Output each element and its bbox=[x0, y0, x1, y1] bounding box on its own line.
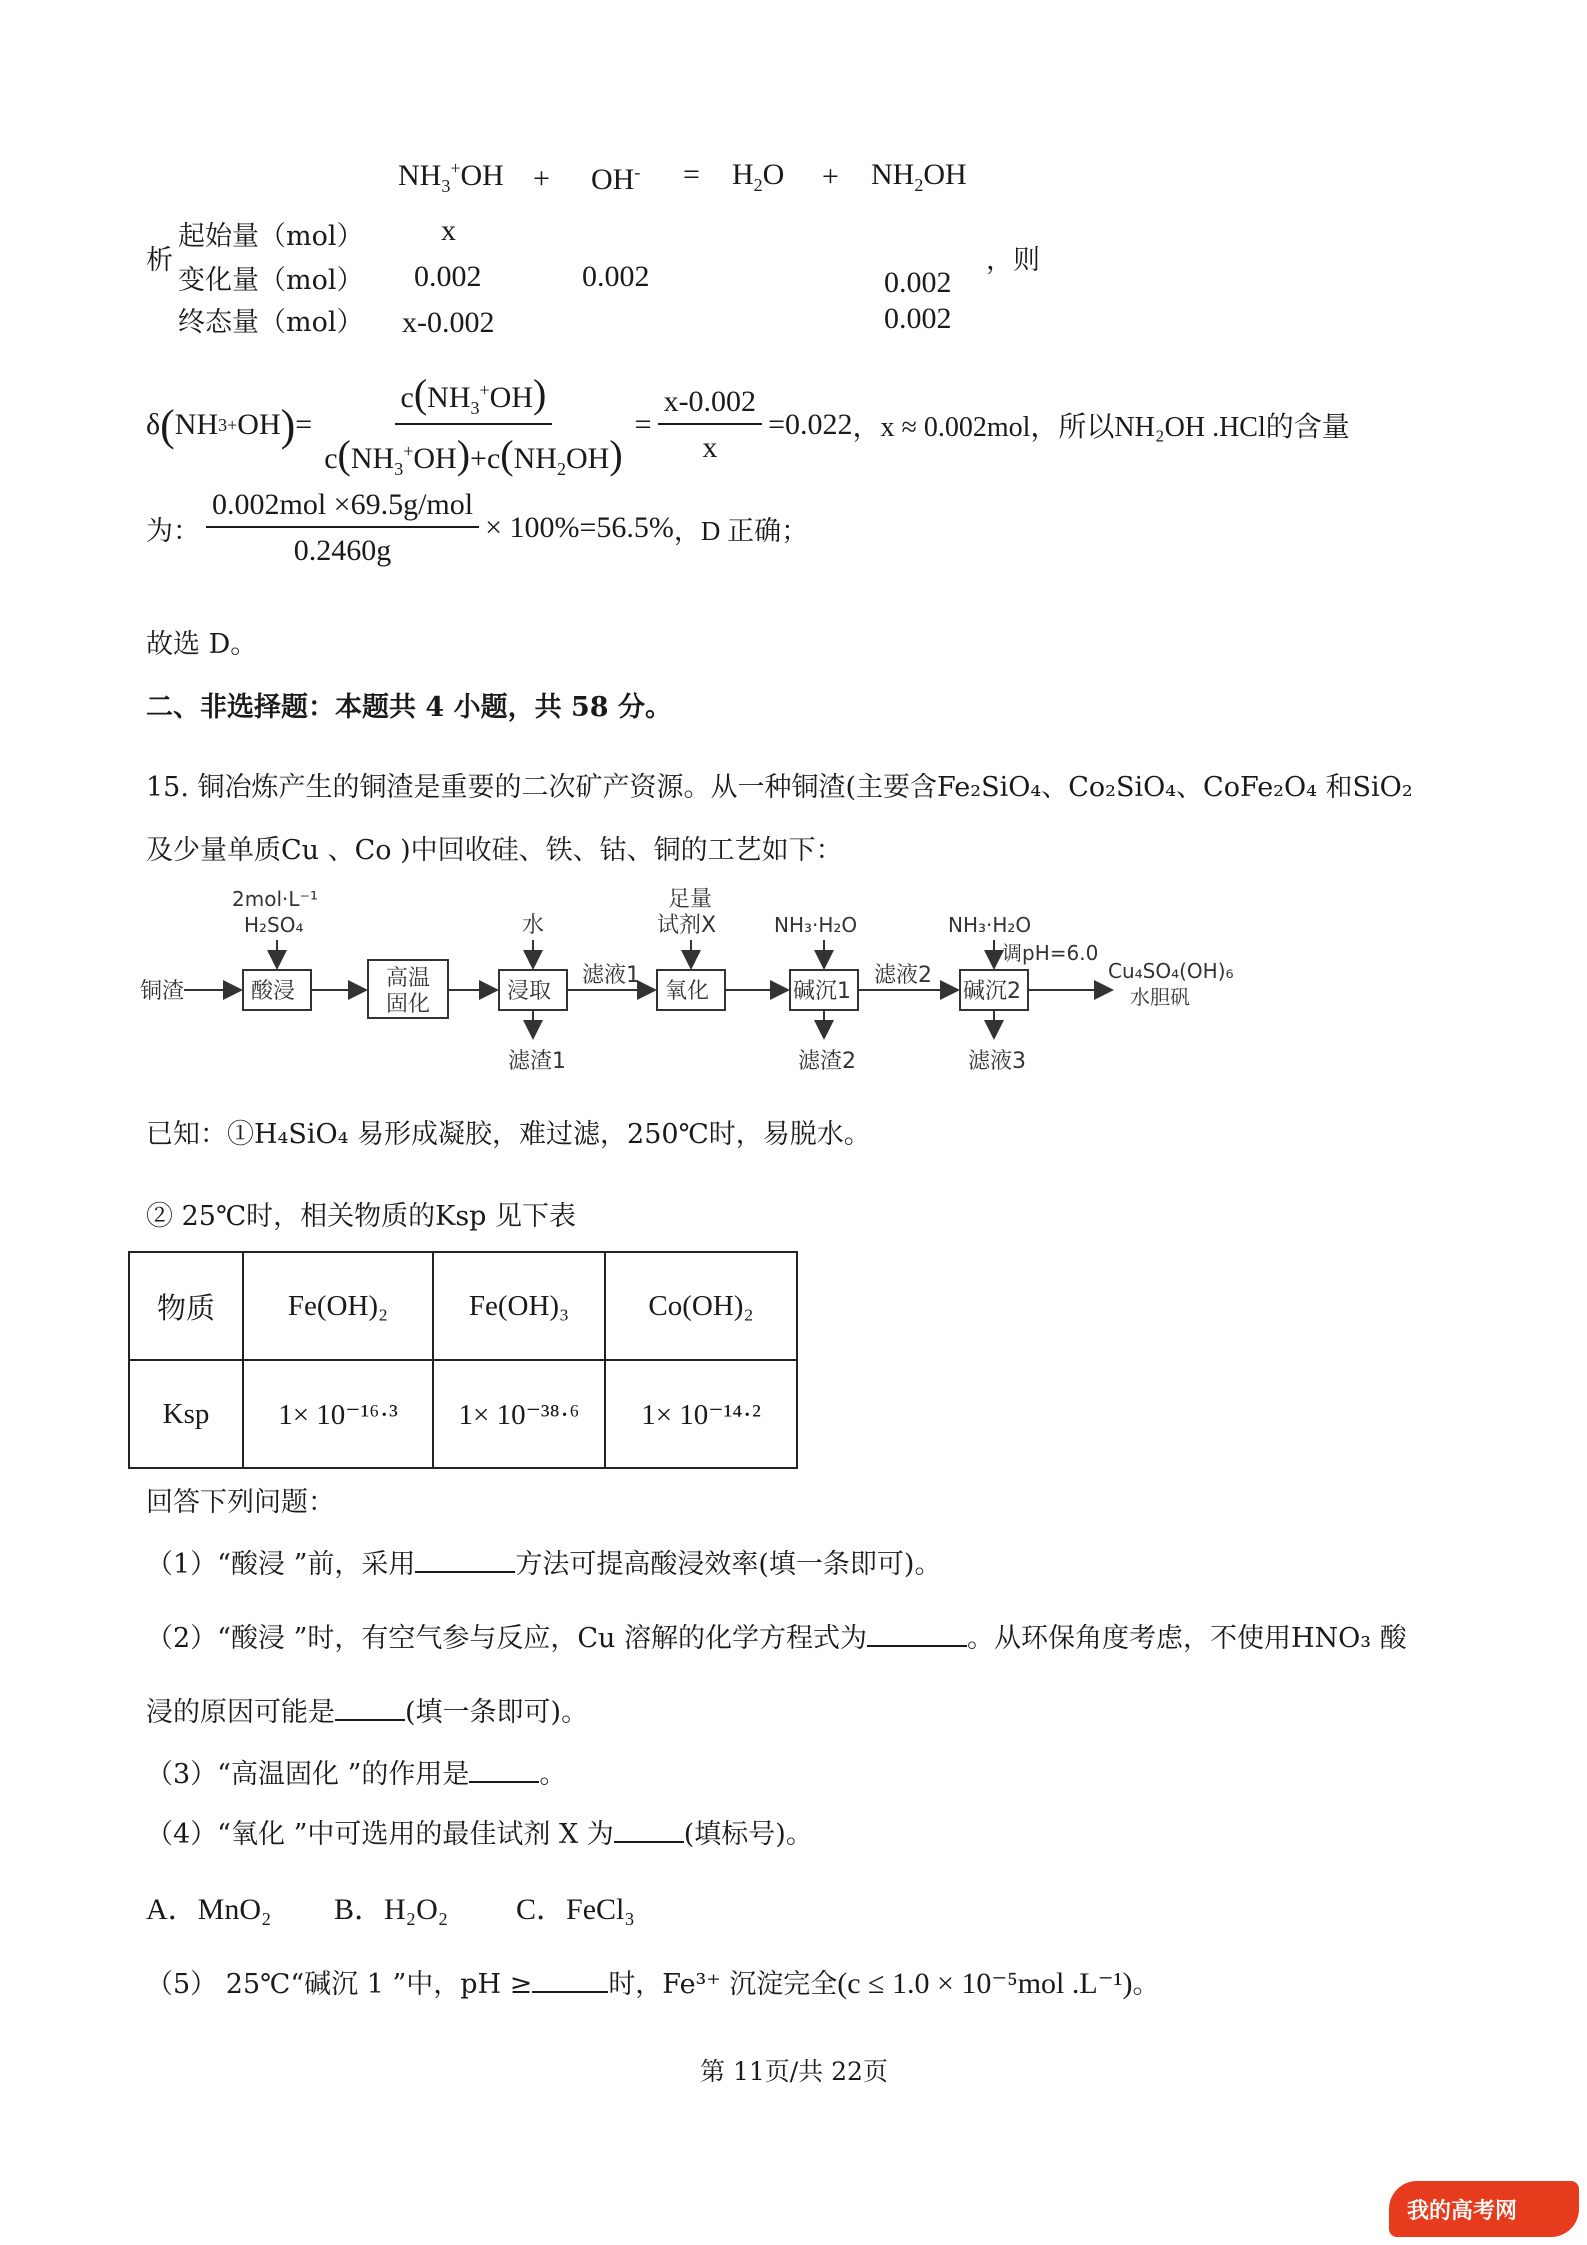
answer-blank[interactable] bbox=[469, 1755, 539, 1783]
process-flow-diagram bbox=[140, 880, 1250, 1085]
q15-line2: 及少量单质Cu 、Co )中回收硅、铁、钴、铜的工艺如下： bbox=[146, 835, 843, 866]
flow-box6: 碱沉2 bbox=[963, 979, 1021, 1004]
table-row-label: Ksp bbox=[129, 1360, 243, 1468]
flow-box4: 氧化 bbox=[665, 979, 710, 1004]
table-row bbox=[129, 1252, 797, 1360]
row-change-label: 变化量（mol） bbox=[178, 265, 364, 296]
content-fraction: $\frac{\text{0.002mol ×69.5g/mol}}{0.2460g}$ bbox=[206, 488, 479, 568]
page-footer: 第 11页/共 22页 bbox=[700, 2057, 888, 2086]
flow-reagent6b: 调pH=6.0 bbox=[1002, 941, 1099, 965]
flow-reagent1b: H₂SO₄ bbox=[244, 913, 304, 937]
flow-mid56: 滤液2 bbox=[874, 963, 932, 988]
option-a: A．MnO₂ bbox=[146, 1893, 272, 1926]
table-header-cell: Co(OH)₂ bbox=[605, 1252, 797, 1360]
question-2-cont: 浸的原因可能是 (填一条即可)。 bbox=[146, 1690, 588, 1729]
flow-reagent5: NH₃·H₂O bbox=[774, 913, 858, 937]
option-b: B．H₂O₂ bbox=[334, 1893, 449, 1926]
product-nh2oh: $NH_2OH$ bbox=[871, 158, 967, 195]
content-equation: 为： $\frac{\text{0.002mol ×69.5g/mol}}{0.2460g}$ × 100%=56.5% ，D 正确； bbox=[146, 488, 809, 567]
row-change-v2: 0.002 bbox=[582, 260, 650, 293]
plus-sign-2: + bbox=[822, 160, 839, 193]
flow-start: 铜渣 bbox=[140, 979, 185, 1004]
flow-reagent4b: 试剂X bbox=[657, 913, 717, 938]
known-2: ② 25℃时，相关物质的Ksp 见下表 bbox=[146, 1201, 577, 1232]
flow-product-a: Cu₄SO₄(OH)₆ bbox=[1108, 959, 1234, 983]
flow-box1: 酸浸 bbox=[251, 979, 296, 1004]
flow-box2a: 高温 bbox=[386, 966, 431, 991]
flow-out5: 滤渣2 bbox=[798, 1049, 856, 1074]
reactant-oh: OH- bbox=[591, 162, 641, 196]
question-1: （1）“酸浸 ”前，采用 方法可提高酸浸效率(填一条即可)。 bbox=[146, 1542, 941, 1581]
table-cell: 1× 10⁻¹⁶·³ bbox=[243, 1360, 433, 1468]
flow-reagent4a: 足量 bbox=[668, 887, 713, 912]
row-initial-v1: x bbox=[441, 214, 456, 247]
reactant-nh3oh: $NH_3^+OH$ bbox=[398, 158, 504, 196]
delta-tail: 所以NH₂OH .HCl的含量 bbox=[1058, 412, 1350, 443]
section-heading: 二、非选择题：本题共 4 小题，共 58 分。 bbox=[146, 692, 672, 723]
row-initial-label: 起始量（mol） bbox=[178, 221, 364, 252]
prompt-line: 回答下列问题： bbox=[146, 1487, 335, 1518]
answer-blank[interactable] bbox=[532, 1965, 608, 1993]
product-h2o: $H_2O$ bbox=[732, 158, 785, 195]
table-cell: 1× 10⁻¹⁴·² bbox=[605, 1360, 797, 1468]
table-header-cell: Fe(OH)₃ bbox=[433, 1252, 605, 1360]
answer-blank[interactable] bbox=[867, 1619, 967, 1647]
table-cell: 1× 10⁻³⁸·⁶ bbox=[433, 1360, 605, 1468]
flow-box5: 碱沉1 bbox=[793, 979, 851, 1004]
flow-reagent3: 水 bbox=[522, 913, 545, 938]
site-logo: 我的高考网 bbox=[1389, 2181, 1579, 2237]
flow-reagent6a: NH₃·H₂O bbox=[948, 913, 1032, 937]
flow-box3: 浸取 bbox=[507, 979, 552, 1004]
row-final-v1: x-0.002 bbox=[402, 306, 495, 339]
answer-blank[interactable] bbox=[335, 1693, 405, 1721]
flow-out3: 滤渣1 bbox=[508, 1049, 566, 1074]
known-1: 已知：①H₄SiO₄ 易形成凝胶，难过滤，250℃时，易脱水。 bbox=[146, 1119, 871, 1150]
delta-symbol: δ bbox=[146, 408, 161, 441]
equals-sign: = bbox=[683, 158, 700, 191]
plus-sign: + bbox=[533, 162, 550, 195]
flow-box2b: 固化 bbox=[386, 992, 431, 1017]
delta-fraction: $\frac{c(NH_3^+OH)}{c(NH_3^+OH)+c(NH_2OH)}$ bbox=[324, 371, 623, 479]
table-row bbox=[129, 1360, 797, 1468]
then-text: ，则 bbox=[986, 245, 1040, 276]
q15-line1: 15. 铜冶炼产生的铜渣是重要的二次矿产资源。从一种铜渣(主要含Fe₂SiO₄、Co₂SiO₄、CoFe₂O₄ 和SiO₂ bbox=[146, 772, 1413, 803]
row-change-v1: 0.002 bbox=[414, 260, 482, 293]
flow-product-b: 水胆矾 bbox=[1130, 985, 1190, 1009]
question-5: （5） 25℃“碱沉 1 ”中，pH ≥ 时，Fe³⁺ 沉淀完全(c ≤ 1.0 × 10⁻⁵mol .L⁻¹)。 bbox=[146, 1967, 1160, 2000]
delta-equation: δ ( NH 3 + OH ) = $\frac{c(NH_3^+OH)}{c(NH_3^+OH)+c(NH_2OH)}$ = $\frac{x-0.002}{x}$ =0.022 ，x ≈ 0.002mol， 所以NH₂OH .HCl的含量 bbox=[146, 371, 1350, 479]
x-fraction: $\frac{x-0.002}{x}$ bbox=[658, 385, 763, 465]
delta-approx: ，x ≈ 0.002mol， bbox=[852, 412, 1059, 443]
question-3: （3）“高温固化 ”的作用是 。 bbox=[146, 1752, 566, 1791]
answer-blank[interactable] bbox=[415, 1545, 515, 1573]
flow-reagent1a: 2mol·L⁻¹ bbox=[232, 887, 319, 911]
question-2: （2）“酸浸 ”时，有空气参与反应，Cu 溶解的化学方程式为 。从环保角度考虑，不使用HNO₃ 酸 bbox=[146, 1616, 1407, 1655]
ksp-table bbox=[128, 1251, 798, 1469]
table-header-cell: Fe(OH)₂ bbox=[243, 1252, 433, 1360]
option-c: C．FeCl₃ bbox=[516, 1893, 635, 1926]
side-char: 析 bbox=[146, 245, 173, 276]
flow-mid34: 滤液1 bbox=[582, 963, 640, 988]
delta-result: =0.022 bbox=[768, 408, 853, 441]
row-change-v4: 0.002 bbox=[884, 266, 952, 299]
table-header-cell: 物质 bbox=[129, 1252, 243, 1360]
answer-line: 故选 D。 bbox=[146, 629, 258, 660]
row-final-label: 终态量（mol） bbox=[178, 307, 364, 338]
answer-blank[interactable] bbox=[614, 1815, 684, 1843]
row-final-v4: 0.002 bbox=[884, 302, 952, 335]
flow-out6: 滤液3 bbox=[968, 1049, 1026, 1074]
question-4: （4）“氧化 ”中可选用的最佳试剂 X 为 (填标号)。 bbox=[146, 1812, 813, 1851]
